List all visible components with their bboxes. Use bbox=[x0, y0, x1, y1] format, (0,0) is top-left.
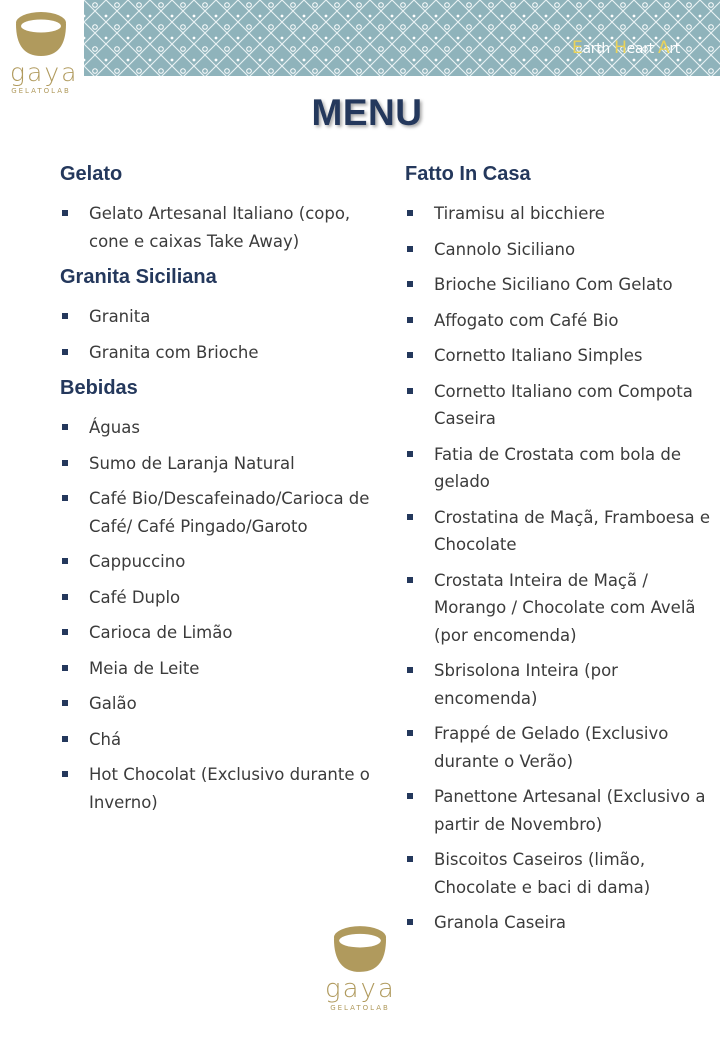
menu-item-list bbox=[60, 200, 370, 255]
menu-item bbox=[405, 342, 715, 370]
menu-item-label: Meia de Leite bbox=[89, 658, 200, 678]
tagline-word: rt bbox=[669, 41, 680, 57]
menu-item bbox=[405, 720, 715, 775]
square-bullet-icon bbox=[407, 919, 413, 925]
square-bullet-icon bbox=[407, 210, 413, 216]
menu-column-right bbox=[405, 160, 715, 945]
menu-item-label: Gelato Artesanal Italiano (copo, cone e caixas Take Away) bbox=[89, 204, 351, 251]
menu-item bbox=[405, 271, 715, 299]
menu-item-label: Cannolo Siciliano bbox=[434, 239, 576, 259]
square-bullet-icon bbox=[407, 451, 413, 457]
menu-item bbox=[405, 783, 715, 838]
page-title: MENU bbox=[311, 92, 423, 133]
menu-item bbox=[405, 200, 715, 228]
square-bullet-icon bbox=[407, 317, 413, 323]
pattern-banner bbox=[84, 0, 720, 76]
menu-item bbox=[60, 726, 370, 754]
menu-section bbox=[60, 160, 370, 255]
section-title: Granita Siciliana bbox=[60, 266, 217, 288]
menu-item bbox=[60, 414, 370, 442]
square-bullet-icon bbox=[62, 349, 68, 355]
menu-item bbox=[405, 378, 715, 433]
square-bullet-icon bbox=[62, 313, 68, 319]
square-bullet-icon bbox=[407, 388, 413, 394]
square-bullet-icon bbox=[62, 629, 68, 635]
menu-item-label: Frappé de Gelado (Exclusivo durante o Verão) bbox=[434, 724, 669, 771]
section-title: Gelato bbox=[60, 163, 123, 185]
menu-section bbox=[60, 374, 370, 816]
square-bullet-icon bbox=[62, 424, 68, 430]
tagline-initial: H bbox=[614, 38, 627, 58]
square-bullet-icon bbox=[407, 352, 413, 358]
menu-item bbox=[405, 441, 715, 496]
menu-item bbox=[60, 619, 370, 647]
menu-item-label: Galão bbox=[89, 694, 137, 713]
menu-item bbox=[405, 846, 715, 901]
bowl-logo-icon bbox=[329, 924, 391, 974]
menu-item-list bbox=[60, 303, 370, 366]
square-bullet-icon bbox=[62, 736, 68, 742]
menu-item-label: Crostatina de Maçã, Framboesa e Chocolate bbox=[434, 507, 711, 554]
tagline-initial: A bbox=[658, 38, 670, 58]
menu-item-label: Sbrisolona Inteira (por encomenda) bbox=[434, 661, 618, 708]
menu-item-label: Brioche Siciliano Com Gelato bbox=[434, 275, 673, 294]
square-bullet-icon bbox=[407, 856, 413, 862]
menu-item-label: Granita bbox=[89, 307, 151, 326]
square-bullet-icon bbox=[62, 558, 68, 564]
menu-item bbox=[60, 548, 370, 576]
menu-item-label: Sumo de Laranja Natural bbox=[89, 453, 295, 473]
menu-item-label: Granola Caseira bbox=[434, 913, 567, 932]
menu-item-label: Affogato com Café Bio bbox=[434, 310, 619, 330]
menu-item bbox=[405, 567, 715, 650]
square-bullet-icon bbox=[407, 730, 413, 736]
tagline bbox=[572, 38, 680, 58]
menu-item-label: Cornetto Italiano Simples bbox=[434, 346, 643, 365]
menu-item-label: Hot Chocolat (Exclusivo durante o Inverno) bbox=[89, 765, 370, 812]
logo-subtitle: GELATOLAB bbox=[330, 1004, 390, 1012]
menu-item bbox=[405, 909, 715, 937]
menu-item bbox=[405, 504, 715, 559]
tagline-initial: E bbox=[572, 38, 583, 58]
square-bullet-icon bbox=[407, 246, 413, 252]
gaya-logo bbox=[10, 10, 79, 95]
menu-item-list bbox=[60, 414, 370, 816]
menu-item bbox=[60, 690, 370, 718]
menu-item-label: Cappuccino bbox=[89, 552, 186, 571]
section-title: Fatto In Casa bbox=[405, 163, 531, 185]
square-bullet-icon bbox=[62, 460, 68, 466]
menu-item-label: Águas bbox=[89, 418, 140, 437]
menu-item bbox=[405, 236, 715, 264]
menu-item-label: Granita com Brioche bbox=[89, 342, 259, 362]
square-bullet-icon bbox=[407, 281, 413, 287]
square-bullet-icon bbox=[407, 514, 413, 520]
logo-subtitle: GELATOLAB bbox=[11, 87, 71, 95]
menu-item-label: Crostata Inteira de Maçã / Morango / Chocolate com Avelã (por encomenda) bbox=[434, 570, 696, 645]
menu-item-label: Cornetto Italiano com Compota Caseira bbox=[434, 381, 693, 428]
tagline-word: arth bbox=[582, 41, 615, 57]
menu-item-label: Carioca de Limão bbox=[89, 623, 233, 642]
menu-item bbox=[60, 303, 370, 331]
gaya-logo-bottom bbox=[325, 924, 395, 1012]
menu-item-label: Café Bio/Descafeinado/Carioca de Café/ Café Pingado/Garoto bbox=[89, 489, 370, 536]
menu-item bbox=[60, 485, 370, 540]
menu-item bbox=[60, 450, 370, 478]
menu-section bbox=[405, 160, 715, 937]
square-bullet-icon bbox=[62, 700, 68, 706]
menu-item-label: Tiramisu al bicchiere bbox=[434, 204, 605, 223]
section-title: Bebidas bbox=[60, 377, 138, 399]
logo-wordmark: gaya bbox=[325, 974, 396, 1004]
square-bullet-icon bbox=[62, 495, 68, 501]
square-bullet-icon bbox=[407, 793, 413, 799]
square-bullet-icon bbox=[62, 771, 68, 777]
bowl-logo-icon bbox=[14, 10, 68, 58]
menu-item-label: Chá bbox=[89, 729, 122, 749]
menu-item-label: Biscoitos Caseiros (limão, Chocolate e baci di dama) bbox=[434, 850, 651, 897]
square-bullet-icon bbox=[62, 210, 68, 216]
square-bullet-icon bbox=[62, 665, 68, 671]
logo-wordmark: gaya bbox=[10, 58, 79, 87]
menu-item bbox=[60, 655, 370, 683]
menu-item bbox=[60, 200, 370, 255]
square-bullet-icon bbox=[62, 594, 68, 600]
menu-item bbox=[405, 657, 715, 712]
menu-item-label: Fatia de Crostata com bola de gelado bbox=[434, 444, 682, 491]
menu-column-left bbox=[60, 160, 370, 824]
menu-item bbox=[60, 339, 370, 367]
menu-item-list bbox=[405, 200, 715, 937]
square-bullet-icon bbox=[407, 577, 413, 583]
menu-item bbox=[405, 307, 715, 335]
menu-item-label: Panettone Artesanal (Exclusivo a partir de Novembro) bbox=[434, 787, 706, 834]
menu-section bbox=[60, 263, 370, 366]
menu-item bbox=[60, 584, 370, 612]
menu-item bbox=[60, 761, 370, 816]
menu-item-label: Café Duplo bbox=[89, 587, 181, 607]
square-bullet-icon bbox=[407, 667, 413, 673]
tagline-word: eart bbox=[626, 41, 658, 57]
